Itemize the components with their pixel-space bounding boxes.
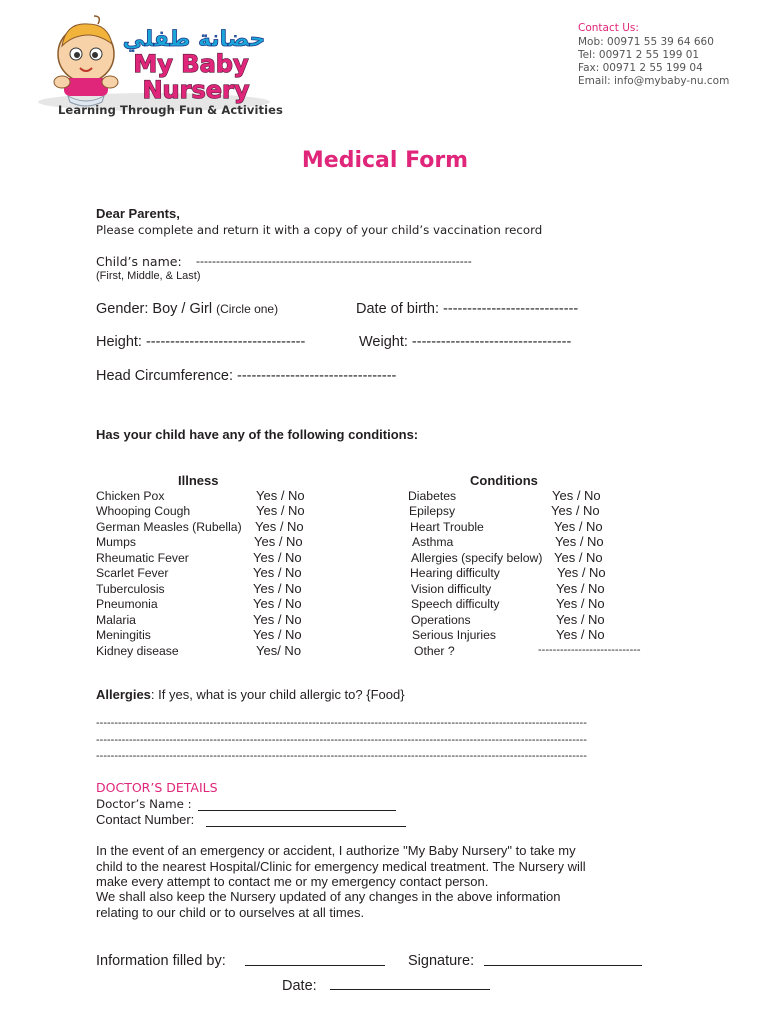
illness-answer[interactable]: Yes / No — [255, 519, 304, 534]
condition-name: Speech difficulty — [411, 597, 500, 611]
condition-name: Serious Injuries — [412, 628, 496, 642]
condition-answer[interactable]: Yes / No — [554, 550, 603, 565]
condition-answer[interactable]: Yes / No — [556, 581, 605, 596]
date-of-birth-field[interactable]: Date of birth: ---------------------------- — [356, 301, 579, 317]
head-circumference-field[interactable]: Head Circumference: --------------------------------- — [96, 368, 397, 384]
illness-name: German Measles (Rubella) — [96, 520, 242, 534]
contact-fax: Fax: 00971 2 55 199 04 — [578, 62, 703, 74]
date-label: Date: — [282, 978, 317, 994]
allergy-line-3[interactable]: -------------------------------------------------------------------------------------------------------------------------------------- — [96, 750, 587, 762]
gender-hint: (Circle one) — [216, 302, 279, 316]
doctor-name-label: Doctor’s Name : — [96, 797, 192, 811]
logo-name-line2: Nursery — [142, 76, 250, 104]
illness-name: Meningitis — [96, 628, 151, 642]
illness-name: Scarlet Fever — [96, 566, 169, 580]
gender-field[interactable] — [96, 301, 278, 317]
logo-tagline: Learning Through Fun & Activities — [58, 103, 283, 117]
child-name-field[interactable]: --------------------------------------------------------------------- — [196, 254, 472, 268]
allergy-line-1[interactable]: -------------------------------------------------------------------------------------------------------------------------------------- — [96, 717, 587, 729]
doctor-details-heading: DOCTOR’S DETAILS — [96, 780, 218, 795]
condition-answer[interactable]: Yes / No — [557, 565, 606, 580]
doctor-contact-field[interactable] — [206, 826, 406, 827]
condition-answer[interactable]: Yes / No — [556, 612, 605, 627]
signature-field[interactable] — [484, 965, 642, 966]
contact-heading: Contact Us: — [578, 22, 639, 34]
condition-answer[interactable]: Yes / No — [556, 596, 605, 611]
illness-name: Malaria — [96, 613, 136, 627]
illness-answer[interactable]: Yes / No — [253, 581, 302, 596]
condition-answer[interactable]: Yes / No — [552, 488, 601, 503]
logo-name-line1: My Baby — [133, 50, 249, 78]
contact-email: Email: info@mybaby-nu.com — [578, 75, 730, 87]
illness-answer[interactable]: Yes / No — [254, 534, 303, 549]
allergies-question — [96, 687, 405, 702]
allergy-line-2[interactable]: -------------------------------------------------------------------------------------------------------------------------------------- — [96, 734, 587, 746]
condition-name: Hearing difficulty — [410, 566, 500, 580]
authorization-line-2: child to the nearest Hospital/Clinic for emergency medical treatment. The Nursery will — [96, 859, 586, 874]
illness-header: Illness — [178, 473, 219, 488]
allergies-text: : If yes, what is your child allergic to? {Food} — [150, 687, 405, 702]
greeting: Dear Parents, — [96, 206, 180, 221]
doctor-name-field[interactable] — [198, 810, 396, 811]
illness-name: Whooping Cough — [96, 504, 191, 518]
doctor-contact-label: Contact Number: — [96, 812, 195, 827]
gender-label: Gender: Boy / Girl — [96, 301, 213, 317]
condition-answer[interactable]: Yes / No — [555, 534, 604, 549]
illness-name: Chicken Pox — [96, 489, 165, 503]
weight-field[interactable]: Weight: --------------------------------- — [359, 334, 572, 350]
filled-by-label: Information filled by: — [96, 953, 226, 969]
conditions-question: Has your child have any of the following conditions: — [96, 427, 419, 442]
illness-name: Pneumonia — [96, 597, 158, 611]
condition-other-field[interactable]: ---------------------------- — [538, 644, 641, 656]
illness-name: Rheumatic Fever — [96, 551, 189, 565]
conditions-header: Conditions — [470, 473, 538, 488]
illness-answer[interactable]: Yes / No — [253, 627, 302, 642]
condition-name: Epilepsy — [409, 504, 456, 518]
condition-name: Operations — [411, 613, 471, 627]
child-name-hint: (First, Middle, & Last) — [96, 270, 201, 282]
child-name-label: Child’s name: — [96, 254, 182, 269]
condition-name: Other ? — [414, 644, 455, 658]
condition-name: Heart Trouble — [410, 520, 484, 534]
authorization-line-4: We shall also keep the Nursery updated of any changes in the above information — [96, 889, 561, 904]
condition-name: Diabetes — [408, 489, 457, 503]
illness-answer[interactable]: Yes / No — [256, 488, 305, 503]
condition-name: Allergies (specify below) — [411, 551, 543, 565]
illness-answer[interactable]: Yes / No — [253, 565, 302, 580]
logo-arabic: حضانة طفلي — [122, 27, 266, 52]
height-field[interactable]: Height: --------------------------------- — [96, 334, 306, 350]
illness-answer[interactable]: Yes / No — [256, 503, 305, 518]
authorization-line-1: In the event of an emergency or accident, I authorize "My Baby Nursery" to take my — [96, 843, 576, 858]
illness-answer[interactable]: Yes / No — [253, 550, 302, 565]
contact-mobile: Mob: 00971 55 39 64 660 — [578, 36, 714, 48]
instruction-text: Please complete and return it with a copy of your child’s vaccination record — [96, 223, 543, 237]
authorization-line-3: make every attempt to contact me or my emergency contact person. — [96, 874, 489, 889]
condition-answer[interactable]: Yes / No — [551, 503, 600, 518]
illness-answer[interactable]: Yes / No — [253, 612, 302, 627]
contact-telephone: Tel: 00971 2 55 199 01 — [578, 49, 700, 61]
condition-name: Asthma — [412, 535, 454, 549]
condition-answer[interactable]: Yes / No — [556, 627, 605, 642]
allergies-label: Allergies — [96, 687, 151, 702]
filled-by-field[interactable] — [245, 965, 385, 966]
form-title: Medical Form — [301, 148, 469, 173]
illness-name: Kidney disease — [96, 644, 179, 658]
condition-answer[interactable]: Yes / No — [554, 519, 603, 534]
signature-label: Signature: — [408, 953, 475, 969]
condition-name: Vision difficulty — [411, 582, 492, 596]
illness-name: Mumps — [96, 535, 136, 549]
illness-name: Tuberculosis — [96, 582, 165, 596]
illness-answer[interactable]: Yes / No — [253, 596, 302, 611]
baby-icon — [54, 16, 118, 106]
date-field[interactable] — [330, 989, 490, 990]
illness-answer[interactable]: Yes/ No — [256, 643, 302, 658]
authorization-line-5: relating to our child or to ourselves at all times. — [96, 905, 365, 920]
